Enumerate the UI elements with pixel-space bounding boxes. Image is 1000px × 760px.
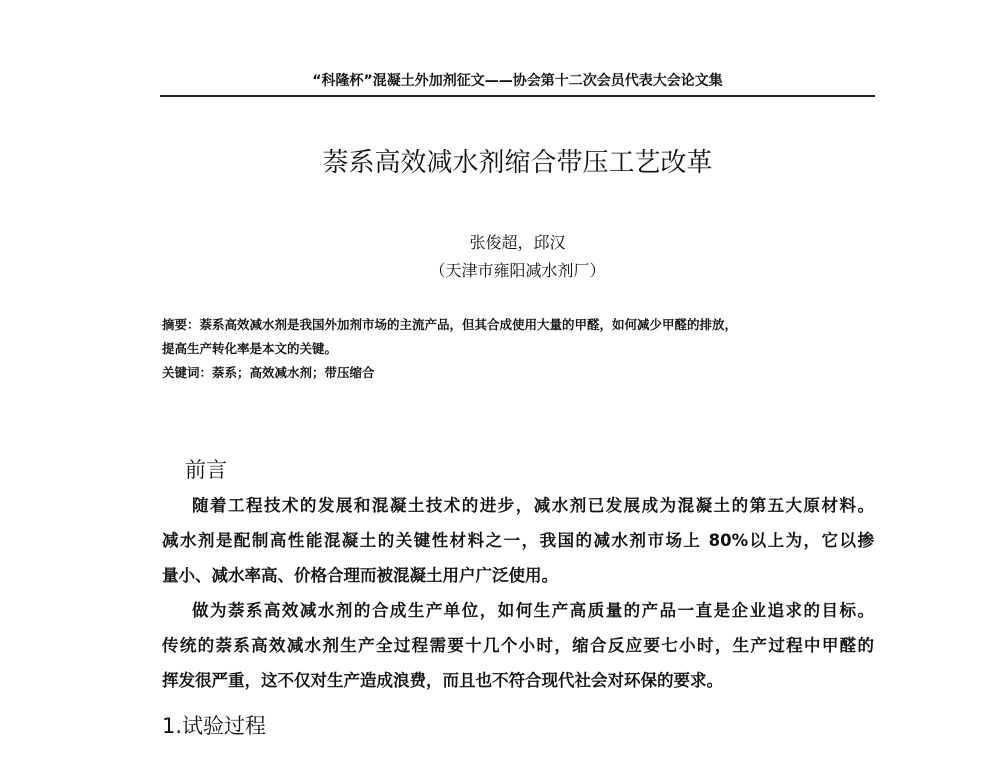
abstract-line: 提高生产转化率是本文的关键。 (162, 341, 338, 356)
header-rule (160, 95, 875, 97)
paragraph-line: 减水剂是配制高性能混凝土的关键性材料之一，我国的减水剂市场上 80%以上为，它以掺 (162, 531, 874, 550)
abstract-line: 摘要：萘系高效减水剂是我国外加剂市场的主流产品，但其合成使用大量的甲醛，如何减少甲醛的排放， (162, 317, 738, 332)
keywords: 关键词：萘系；高效减水剂；带压缩合 (162, 365, 375, 380)
paragraph-line: 做为萘系高效减水剂的合成生产单位，如何生产高质量的产品一直是企业追求的目标。 (192, 601, 874, 620)
paragraph-line: 随着工程技术的发展和混凝土技术的进步，减水剂已发展成为混凝土的第五大原材料。 (192, 496, 874, 515)
section-heading-1: 1.试验过程 (162, 714, 267, 738)
body-text (162, 488, 874, 698)
running-header: “科隆杯”混凝土外加剂征文——协会第十二次会员代表大会论文集 (312, 73, 723, 89)
abstract (162, 313, 874, 385)
paragraph-line: 挥发很严重，这不仅对生产造成浪费，而且也不符合现代社会对环保的要求。 (162, 671, 723, 690)
paragraph-line: 传统的萘系高效减水剂生产全过程需要十几个小时，缩合反应要七小时，生产过程中甲醛的 (162, 636, 874, 655)
paragraph-line: 量小、减水率高、价格合理而被混凝土用户广泛使用。 (162, 566, 558, 585)
affiliation: （天津市雍阳减水剂厂） (429, 261, 606, 280)
section-heading-intro: 前言 (185, 458, 227, 482)
authors: 张俊超，邱汉 (469, 233, 566, 252)
paper-title: 萘系高效减水剂缩合带压工艺改革 (322, 148, 713, 178)
